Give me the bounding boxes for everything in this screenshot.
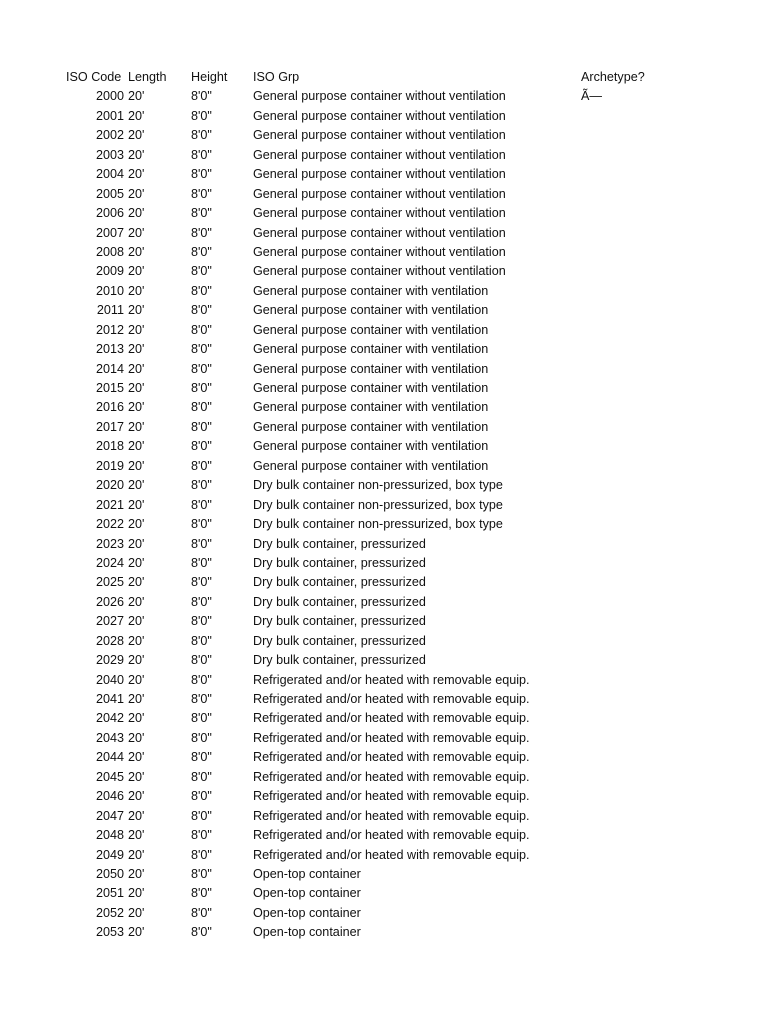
iso-grp-cell: Dry bulk container non-pressurized, box type [253, 478, 503, 493]
iso-code-cell: 2021 [95, 497, 124, 512]
iso-code-cell: 2052 [95, 905, 124, 920]
table-row [0, 282, 768, 301]
table-row [0, 340, 768, 359]
length-cell: 20' [128, 458, 145, 473]
height-cell: 8'0" [191, 692, 212, 706]
table-row [0, 612, 768, 631]
length-cell: 20' [128, 108, 145, 123]
length-cell: 20' [128, 866, 145, 881]
length-cell: 20' [128, 186, 145, 201]
height-cell: 8'0" [191, 497, 212, 512]
length-cell: 20' [128, 653, 145, 668]
height-cell: 8'0" [191, 439, 212, 454]
iso-code-cell: 2008 [95, 244, 124, 259]
length-cell: 20' [128, 808, 145, 823]
table-row [0, 496, 768, 515]
archetype-cell: Ã— [581, 89, 602, 104]
height-cell: 8'0" [191, 905, 212, 920]
iso-grp-cell: General purpose container with ventilation [253, 361, 489, 376]
iso-grp-cell: Dry bulk container, pressurized [253, 653, 426, 668]
iso-grp-cell: Refrigerated and/or heated with removable equip. [253, 808, 530, 823]
table-row [0, 923, 768, 942]
iso-code-cell: 2051 [95, 886, 124, 901]
length-cell: 20' [128, 225, 145, 240]
iso-grp-cell: Dry bulk container, pressurized [253, 594, 426, 609]
table-row [0, 690, 768, 709]
iso-code-cell: 2020 [95, 478, 124, 493]
iso-grp-cell: Refrigerated and/or heated with removable equip. [253, 789, 530, 804]
iso-grp-cell: Dry bulk container, pressurized [253, 536, 426, 551]
height-cell: 8'0" [191, 750, 212, 765]
table-row [0, 457, 768, 476]
iso-grp-cell: General purpose container without ventilation [253, 225, 506, 240]
height-cell: 8'0" [191, 283, 212, 298]
length-cell: 20' [128, 847, 145, 862]
height-cell: 8'0" [191, 147, 212, 162]
length-cell: 20' [128, 264, 145, 279]
header-archetype: Archetype? [581, 70, 645, 84]
length-cell: 20' [128, 575, 145, 590]
height-cell: 8'0" [191, 342, 212, 357]
iso-code-cell: 2007 [95, 225, 124, 240]
iso-code-cell: 2026 [95, 594, 124, 609]
iso-code-cell: 2048 [95, 828, 124, 843]
iso-code-cell: 2002 [95, 128, 124, 143]
height-cell: 8'0" [191, 264, 212, 279]
length-cell: 20' [128, 769, 145, 784]
iso-grp-cell: General purpose container without ventilation [253, 264, 506, 279]
iso-grp-cell: Open-top container [253, 925, 361, 940]
table-row [0, 107, 768, 126]
height-cell: 8'0" [191, 711, 212, 726]
table-row [0, 768, 768, 787]
length-cell: 20' [128, 905, 145, 920]
iso-code-cell: 2046 [95, 789, 124, 804]
length-cell: 20' [128, 750, 145, 765]
height-cell: 8'0" [191, 789, 212, 804]
height-cell: 8'0" [191, 555, 212, 570]
iso-grp-cell: General purpose container with ventilation [253, 283, 489, 298]
iso-grp-cell: General purpose container with ventilation [253, 458, 489, 473]
iso-code-cell: 2013 [95, 342, 124, 357]
height-cell: 8'0" [191, 575, 212, 590]
iso-grp-cell: General purpose container without ventilation [253, 244, 506, 259]
iso-grp-cell: Dry bulk container non-pressurized, box type [253, 517, 503, 532]
height-cell: 8'0" [191, 381, 212, 395]
header-row [0, 68, 768, 87]
iso-grp-cell: Refrigerated and/or heated with removable equip. [253, 769, 530, 784]
iso-grp-cell: Dry bulk container, pressurized [253, 633, 426, 648]
table-row [0, 671, 768, 690]
height-cell: 8'0" [191, 536, 212, 551]
iso-code-cell: 2043 [95, 730, 124, 745]
iso-grp-cell: General purpose container with ventilation [253, 419, 489, 434]
iso-grp-cell: Refrigerated and/or heated with removable equip. [253, 750, 530, 765]
height-cell: 8'0" [191, 517, 212, 532]
table-row [0, 301, 768, 320]
length-cell: 20' [128, 730, 145, 745]
iso-grp-cell: General purpose container with ventilation [253, 342, 489, 357]
height-cell: 8'0" [191, 653, 212, 668]
iso-code-cell: 2044 [95, 750, 124, 765]
iso-code-cell: 2010 [95, 283, 124, 298]
height-cell: 8'0" [191, 89, 212, 104]
length-cell: 20' [128, 381, 145, 395]
iso-code-cell: 2053 [95, 925, 124, 940]
table-row [0, 379, 768, 398]
iso-code-cell: 2019 [95, 458, 124, 473]
iso-grp-cell: Dry bulk container non-pressurized, box type [253, 497, 503, 512]
iso-grp-cell: Dry bulk container, pressurized [253, 614, 426, 629]
iso-code-cell: 2006 [95, 206, 124, 221]
iso-code-cell: 2017 [95, 419, 124, 434]
iso-grp-cell: General purpose container with ventilation [253, 381, 489, 395]
length-cell: 20' [128, 342, 145, 357]
table-row [0, 709, 768, 728]
iso-grp-cell: Refrigerated and/or heated with removable equip. [253, 692, 530, 706]
iso-code-cell: 2018 [95, 439, 124, 454]
length-cell: 20' [128, 206, 145, 221]
table-row [0, 807, 768, 826]
table-row [0, 360, 768, 379]
iso-code-cell: 2009 [95, 264, 124, 279]
length-cell: 20' [128, 692, 145, 706]
height-cell: 8'0" [191, 167, 212, 182]
table-row [0, 846, 768, 865]
iso-grp-cell: Refrigerated and/or heated with removable equip. [253, 672, 530, 687]
iso-grp-cell: Refrigerated and/or heated with removable equip. [253, 828, 530, 843]
iso-code-cell: 2042 [95, 711, 124, 726]
iso-grp-cell: Open-top container [253, 886, 361, 901]
table-row [0, 748, 768, 767]
iso-code-cell: 2041 [95, 692, 124, 706]
table-row [0, 185, 768, 204]
iso-grp-cell: Refrigerated and/or heated with removable equip. [253, 711, 530, 726]
iso-code-cell: 2004 [95, 167, 124, 182]
iso-code-cell: 2011 [96, 303, 124, 318]
table-row [0, 476, 768, 495]
iso-code-cell: 2029 [95, 653, 124, 668]
iso-code-cell: 2000 [95, 89, 124, 104]
iso-code-cell: 2001 [95, 108, 124, 123]
table-row [0, 418, 768, 437]
table-row [0, 321, 768, 340]
iso-grp-cell: General purpose container with ventilation [253, 400, 489, 415]
table-row [0, 573, 768, 592]
table-body [0, 87, 768, 942]
iso-code-cell: 2028 [95, 633, 124, 648]
length-cell: 20' [128, 244, 145, 259]
iso-code-cell: 2049 [95, 847, 124, 862]
length-cell: 20' [128, 439, 145, 454]
height-cell: 8'0" [191, 322, 212, 337]
table-row [0, 554, 768, 573]
height-cell: 8'0" [191, 614, 212, 629]
height-cell: 8'0" [191, 886, 212, 901]
iso-code-cell: 2016 [95, 400, 124, 415]
height-cell: 8'0" [191, 244, 212, 259]
height-cell: 8'0" [191, 303, 212, 318]
height-cell: 8'0" [191, 361, 212, 376]
table-row [0, 593, 768, 612]
length-cell: 20' [128, 555, 145, 570]
height-cell: 8'0" [191, 730, 212, 745]
table-row [0, 884, 768, 903]
length-cell: 20' [128, 536, 145, 551]
length-cell: 20' [128, 672, 145, 687]
iso-grp-cell: General purpose container without ventilation [253, 108, 506, 123]
length-cell: 20' [128, 614, 145, 629]
length-cell: 20' [128, 517, 145, 532]
length-cell: 20' [128, 147, 145, 162]
height-cell: 8'0" [191, 769, 212, 784]
header-iso-grp: ISO Grp [253, 70, 300, 84]
height-cell: 8'0" [191, 866, 212, 881]
iso-code-cell: 2023 [95, 536, 124, 551]
length-cell: 20' [128, 633, 145, 648]
table-row [0, 535, 768, 554]
table-row [0, 204, 768, 223]
table-row [0, 651, 768, 670]
iso-grp-cell: General purpose container without ventilation [253, 206, 506, 221]
iso-code-cell: 2047 [95, 808, 124, 823]
iso-grp-cell: General purpose container with ventilation [253, 439, 489, 454]
height-cell: 8'0" [191, 828, 212, 843]
height-cell: 8'0" [191, 808, 212, 823]
table-row [0, 632, 768, 651]
height-cell: 8'0" [191, 672, 212, 687]
table-row [0, 904, 768, 923]
length-cell: 20' [128, 322, 145, 337]
table-row [0, 126, 768, 145]
iso-code-cell: 2050 [95, 866, 124, 881]
length-cell: 20' [128, 283, 145, 298]
table-row [0, 262, 768, 281]
iso-code-cell: 2015 [95, 381, 124, 395]
length-cell: 20' [128, 711, 145, 726]
table-row [0, 87, 768, 106]
iso-code-cell: 2027 [95, 614, 124, 629]
height-cell: 8'0" [191, 925, 212, 940]
length-cell: 20' [128, 303, 145, 318]
height-cell: 8'0" [191, 478, 212, 493]
height-cell: 8'0" [191, 458, 212, 473]
header-length: Length [128, 70, 167, 84]
height-cell: 8'0" [191, 633, 212, 648]
iso-grp-cell: Open-top container [253, 905, 361, 920]
height-cell: 8'0" [191, 419, 212, 434]
height-cell: 8'0" [191, 186, 212, 201]
length-cell: 20' [128, 497, 145, 512]
height-cell: 8'0" [191, 400, 212, 415]
iso-code-cell: 2024 [95, 555, 124, 570]
iso-grp-cell: Refrigerated and/or heated with removable equip. [253, 847, 530, 862]
height-cell: 8'0" [191, 594, 212, 609]
header-iso-code: ISO Code [66, 70, 122, 84]
iso-grp-cell: Dry bulk container, pressurized [253, 575, 426, 590]
height-cell: 8'0" [191, 225, 212, 240]
table-row [0, 398, 768, 417]
length-cell: 20' [128, 886, 145, 901]
length-cell: 20' [128, 89, 145, 104]
table-row [0, 243, 768, 262]
iso-grp-cell: General purpose container without ventilation [253, 128, 506, 143]
table-row [0, 787, 768, 806]
table-row [0, 224, 768, 243]
table-row [0, 437, 768, 456]
iso-code-cell: 2045 [95, 769, 124, 784]
length-cell: 20' [128, 128, 145, 143]
table-row [0, 165, 768, 184]
height-cell: 8'0" [191, 108, 212, 123]
table-row [0, 146, 768, 165]
iso-code-cell: 2005 [95, 186, 124, 201]
length-cell: 20' [128, 419, 145, 434]
table-row [0, 826, 768, 845]
length-cell: 20' [128, 400, 145, 415]
length-cell: 20' [128, 789, 145, 804]
iso-code-cell: 2014 [95, 361, 124, 376]
iso-code-cell: 2012 [95, 322, 124, 337]
iso-grp-cell: General purpose container without ventilation [253, 167, 506, 182]
height-cell: 8'0" [191, 847, 212, 862]
height-cell: 8'0" [191, 128, 212, 143]
iso-code-cell: 2003 [95, 147, 124, 162]
iso-grp-cell: General purpose container with ventilation [253, 322, 489, 337]
iso-grp-cell: Refrigerated and/or heated with removable equip. [253, 730, 530, 745]
table-row [0, 515, 768, 534]
iso-grp-cell: General purpose container with ventilation [253, 303, 489, 318]
iso-grp-cell: General purpose container without ventilation [253, 147, 506, 162]
length-cell: 20' [128, 478, 145, 493]
length-cell: 20' [128, 594, 145, 609]
header-height: Height [191, 70, 228, 84]
iso-code-cell: 2040 [95, 672, 124, 687]
length-cell: 20' [128, 361, 145, 376]
iso-grp-cell: General purpose container without ventilation [253, 89, 506, 104]
iso-code-table [0, 68, 768, 943]
iso-grp-cell: General purpose container without ventilation [253, 186, 506, 201]
iso-code-cell: 2025 [95, 575, 124, 590]
table-row [0, 729, 768, 748]
length-cell: 20' [128, 828, 145, 843]
height-cell: 8'0" [191, 206, 212, 221]
iso-grp-cell: Open-top container [253, 866, 361, 881]
length-cell: 20' [128, 925, 145, 940]
length-cell: 20' [128, 167, 145, 182]
iso-code-cell: 2022 [95, 517, 124, 532]
table-row [0, 865, 768, 884]
iso-grp-cell: Dry bulk container, pressurized [253, 555, 426, 570]
